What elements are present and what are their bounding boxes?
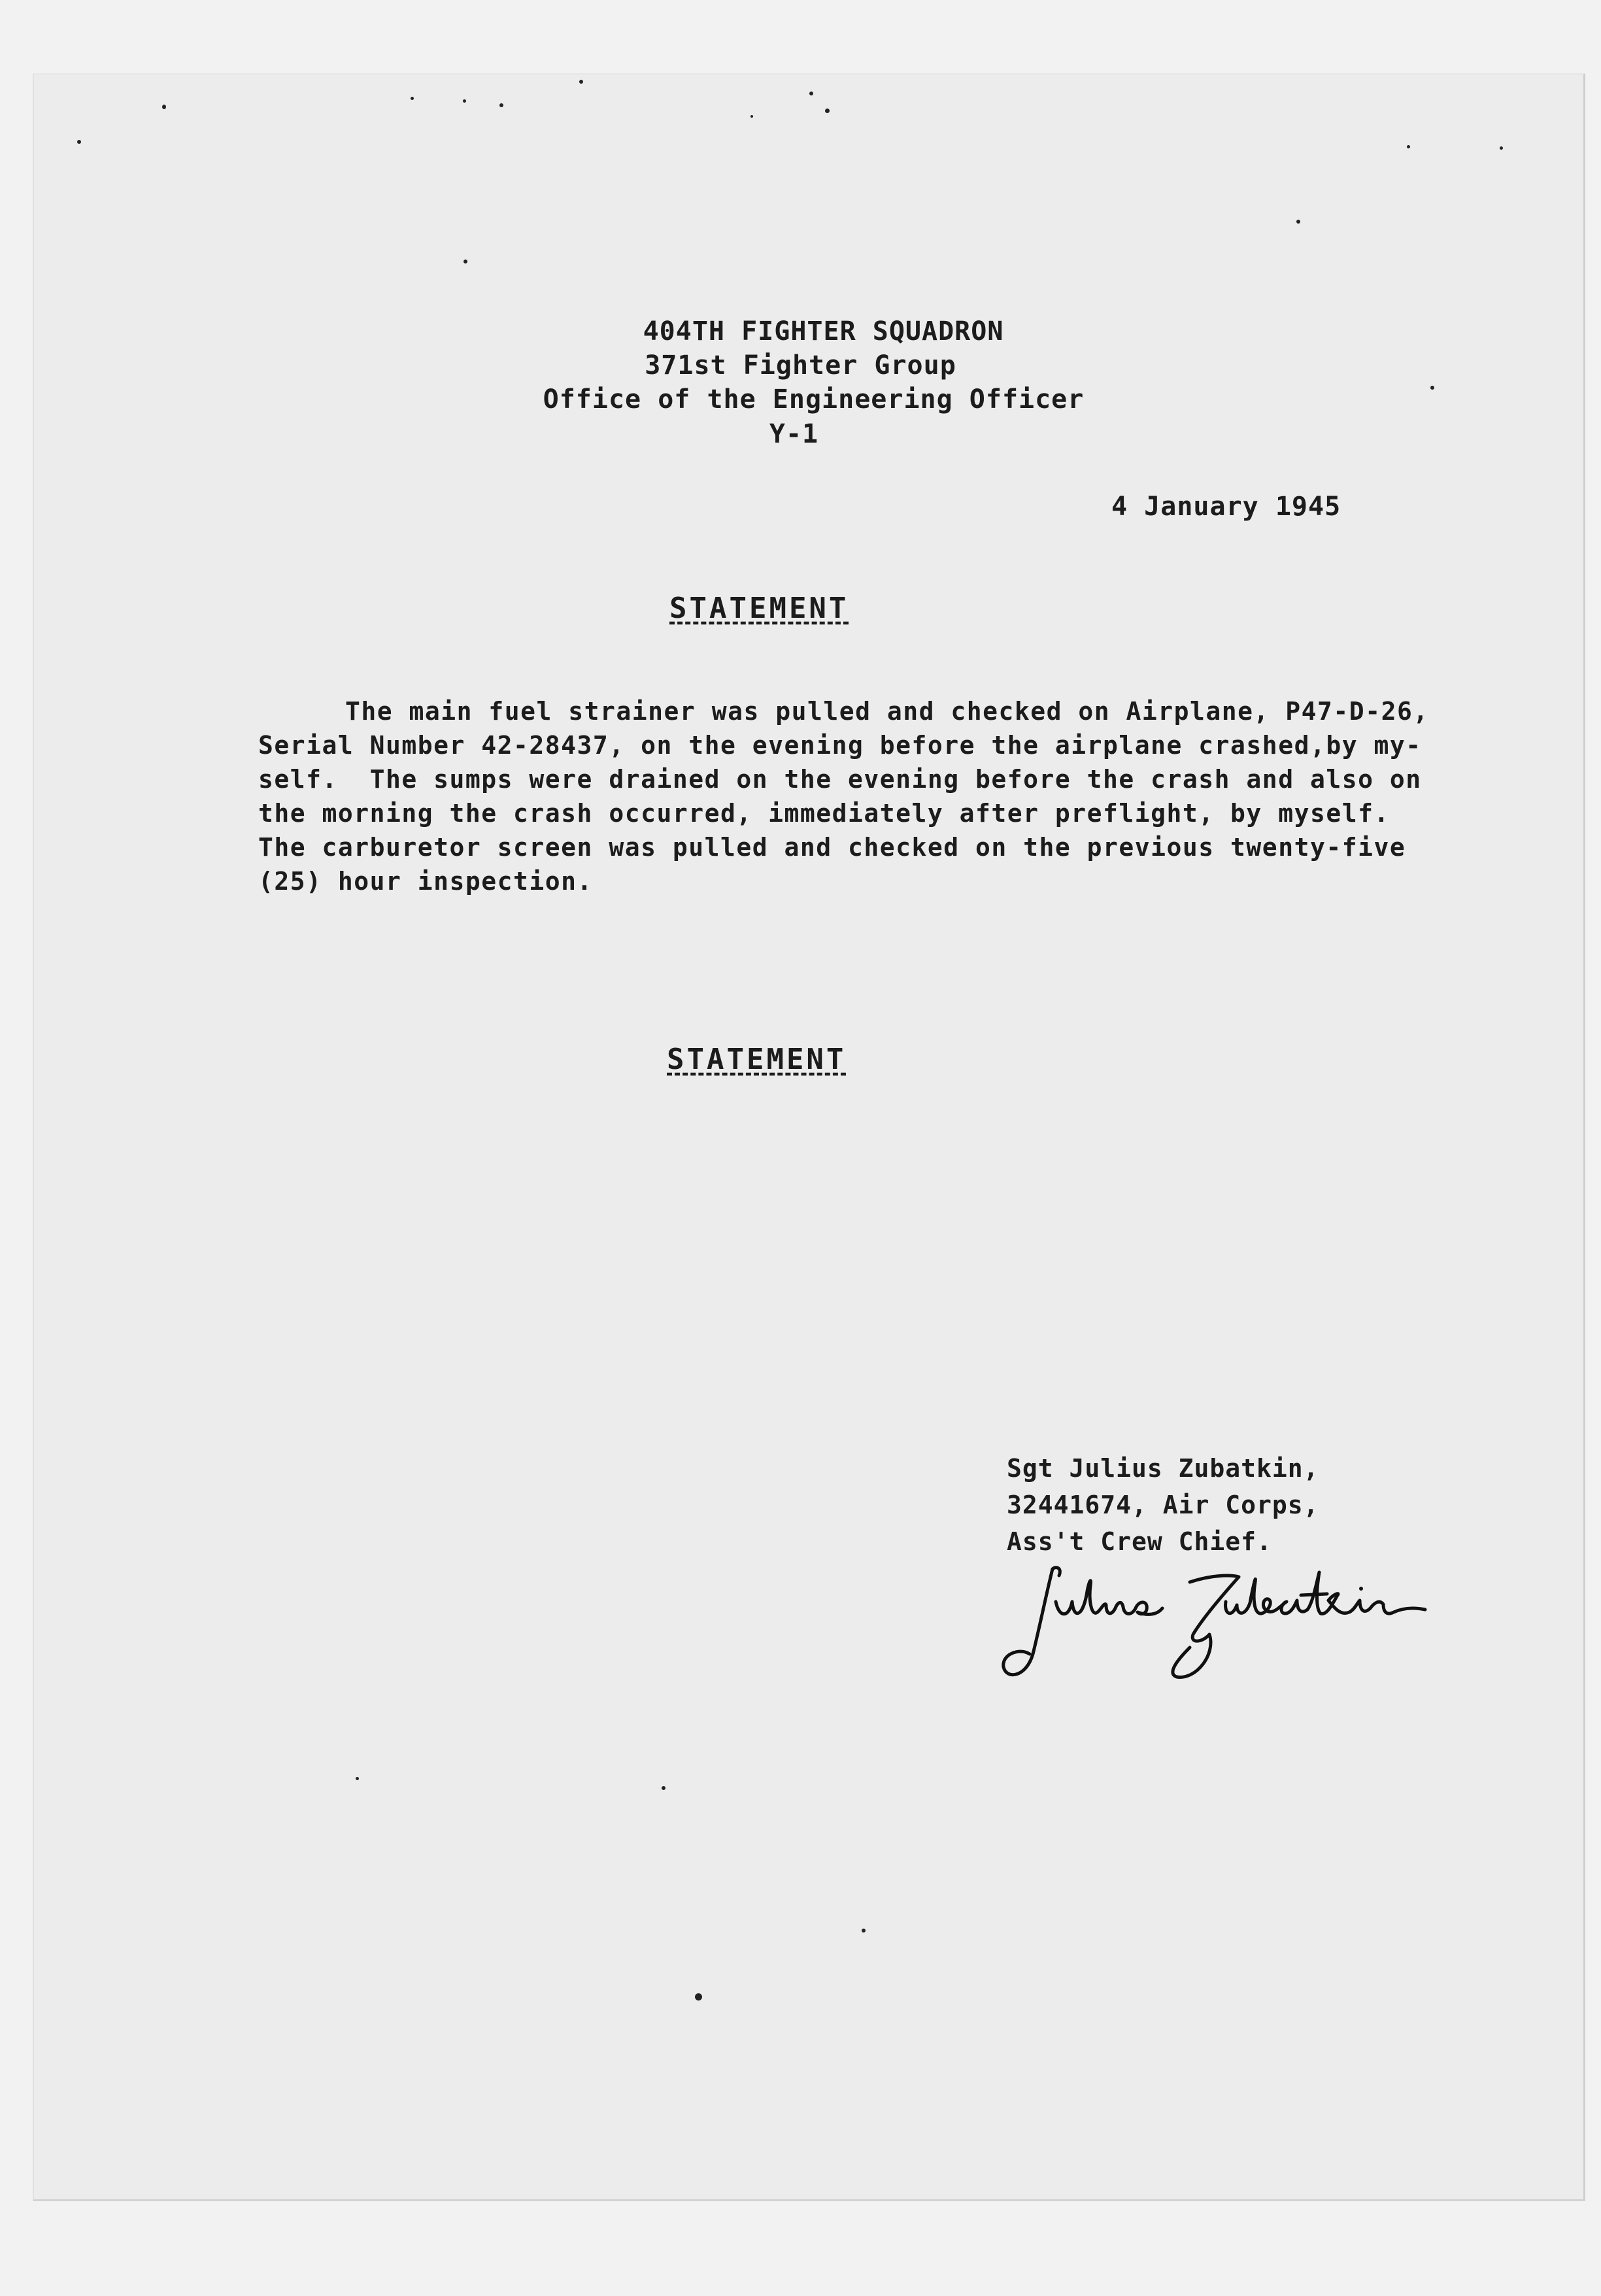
signer-title: Ass't Crew Chief.: [1007, 1527, 1272, 1556]
scan-speck: [579, 80, 583, 84]
scan-speck: [463, 260, 467, 263]
body-line: (25) hour inspection.: [258, 867, 593, 896]
scan-speck: [411, 97, 414, 100]
scan-speck: [77, 140, 81, 144]
body-line: The carburetor screen was pulled and checked on the previous twenty-five: [258, 833, 1406, 862]
body-line: Serial Number 42-28437, on the evening before the airplane crashed,by my-: [258, 731, 1422, 760]
scan-speck: [750, 115, 753, 118]
station-code: Y-1: [769, 419, 819, 449]
scan-speck: [162, 105, 166, 109]
body-line: The main fuel strainer was pulled and checked on Airplane, P47-D-26,: [345, 697, 1429, 726]
statement-heading: STATEMENT: [669, 592, 849, 625]
handwritten-signature: [994, 1556, 1451, 1687]
office-name: Office of the Engineering Officer: [543, 384, 1085, 414]
scan-speck: [1500, 146, 1503, 150]
scan-speck: [695, 1993, 702, 2001]
body-line: the morning the crash occurred, immediately after preflight, by myself.: [258, 799, 1390, 828]
statement-heading-2: STATEMENT: [667, 1043, 847, 1076]
scan-speck: [1296, 220, 1300, 224]
signer-serial: 32441674, Air Corps,: [1007, 1491, 1319, 1519]
scan-speck: [825, 109, 830, 113]
document-date: 4 January 1945: [1111, 492, 1341, 522]
group-name: 371st Fighter Group: [645, 350, 956, 380]
scan-speck: [862, 1929, 866, 1933]
signer-name: Sgt Julius Zubatkin,: [1007, 1454, 1319, 1483]
scan-speck: [1407, 145, 1410, 148]
squadron-name: 404TH FIGHTER SQUADRON: [643, 316, 1004, 346]
scan-speck: [662, 1786, 666, 1790]
scan-speck: [463, 99, 466, 103]
scan-speck: [809, 92, 813, 95]
scan-speck: [499, 103, 503, 107]
body-line: self. The sumps were drained on the evening before the crash and also on: [258, 765, 1422, 794]
scan-speck: [356, 1777, 359, 1780]
